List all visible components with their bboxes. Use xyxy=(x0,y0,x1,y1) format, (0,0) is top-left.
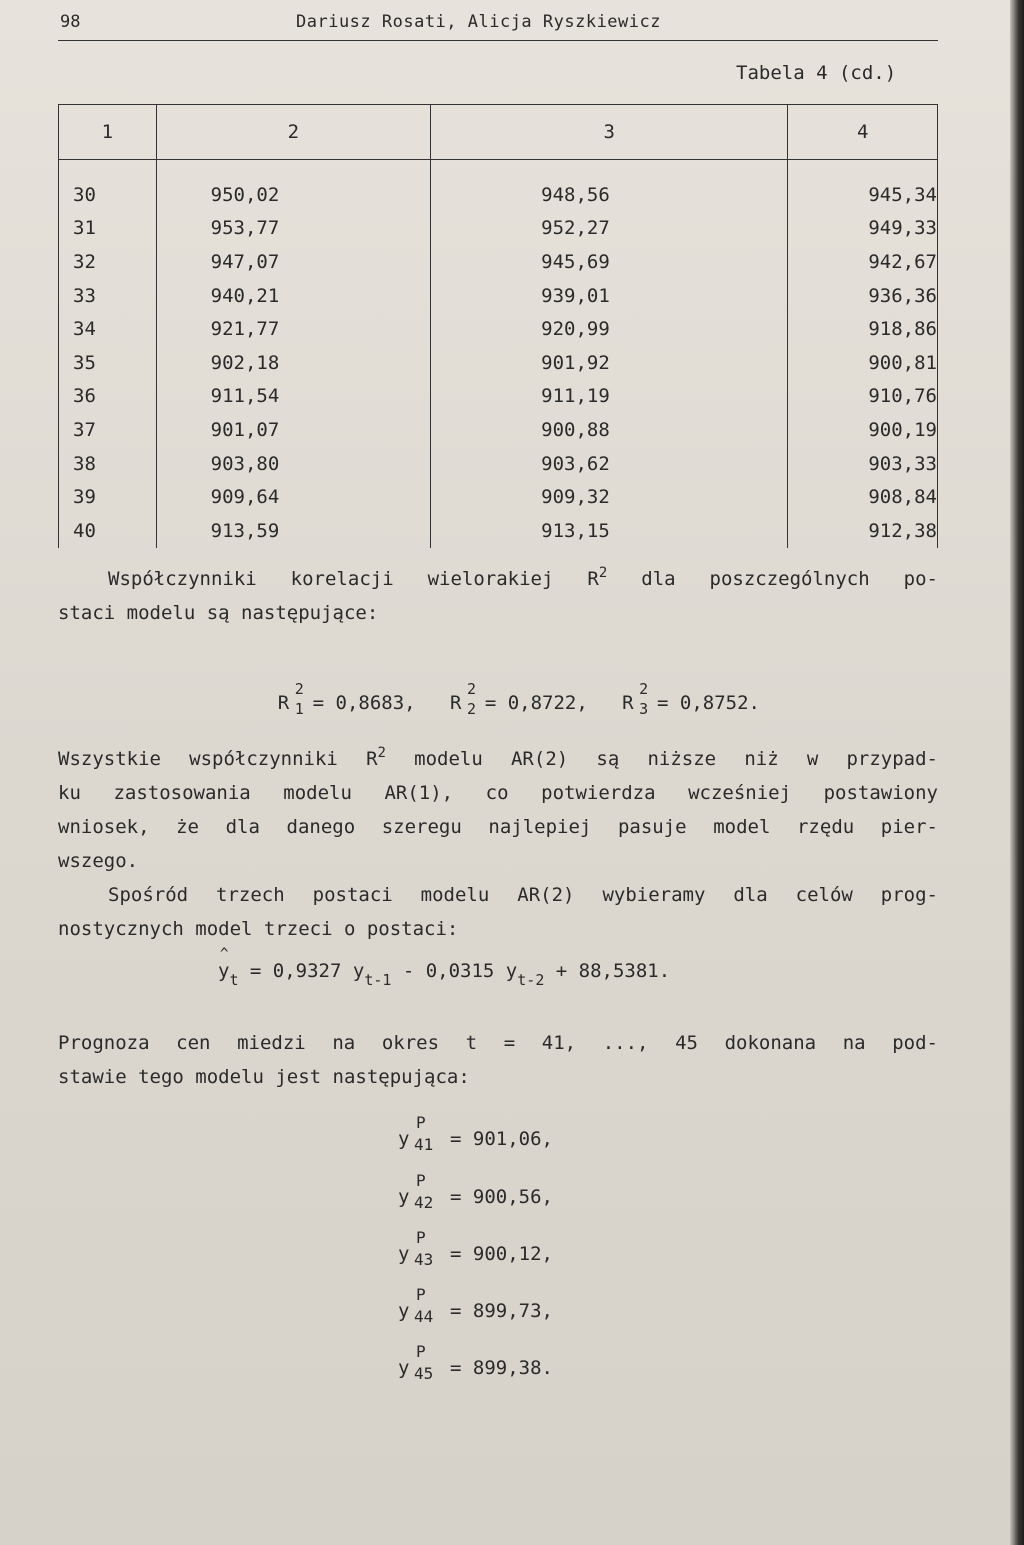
text-line: Współczynniki korelacji wielorakiej $R^2$ dla poszczególnych po- xyxy=(108,565,938,590)
model-equation: ^ $y_t = 0,9327$ $y_{t-1} - 0,0315$ $y_{t-2} + 88,5381$. xyxy=(218,946,671,989)
table-cell: 949,33 xyxy=(788,212,938,246)
table-cell: 948,56 xyxy=(431,160,788,212)
table-cell: 901,92 xyxy=(431,346,788,380)
r2-value: = 0,8722, xyxy=(473,692,588,714)
table-cell: 909,64 xyxy=(156,480,430,514)
text-line: staci modelu są następujące: xyxy=(58,602,379,624)
table-row xyxy=(59,514,938,548)
running-head: Dariusz Rosati, Alicja Ryszkiewicz xyxy=(296,12,661,32)
table-row xyxy=(59,279,938,313)
table-row xyxy=(59,245,938,279)
r1-value: = 0,8683, xyxy=(301,692,416,714)
table-cell: 902,18 xyxy=(156,346,430,380)
r2-symbol: R 2 2 xyxy=(449,680,476,718)
table-cell: 939,01 xyxy=(431,279,788,313)
r3-symbol: R 2 3 xyxy=(622,680,649,718)
forecast-value: = 900,12, xyxy=(450,1243,553,1265)
table-row xyxy=(59,312,938,346)
forecast-value: = 899,38. xyxy=(450,1357,553,1379)
forecast-line xyxy=(398,1228,553,1269)
table-row xyxy=(59,160,938,212)
table-cell: 36 xyxy=(59,380,157,414)
table-row xyxy=(59,346,938,380)
table-header-cell: 2 xyxy=(156,105,430,160)
text-line: Spośród trzech postaci modelu AR(2) wybieramy dla celów prog- xyxy=(108,884,938,906)
paragraph-forecast xyxy=(58,1026,938,1094)
forecast-line xyxy=(398,1342,553,1383)
forecast-line xyxy=(398,1171,553,1212)
text-line: ku zastosowania modelu AR(1), co potwierdza wcześniej postawiony xyxy=(58,782,938,804)
paragraph-model-choice xyxy=(58,878,938,946)
text-line: Wszystkie współczynniki $R^2$ modelu AR(2) są niższe niż w przypad- xyxy=(58,745,938,770)
table-cell: 910,76 xyxy=(788,380,938,414)
data-table xyxy=(58,104,938,548)
paragraph-correlation xyxy=(58,562,938,630)
table-cell: 903,62 xyxy=(431,447,788,481)
text-line: Prognoza cen miedzi na okres t = 41, ..., 45 dokonana na pod- xyxy=(58,1032,938,1054)
table-cell: 945,69 xyxy=(431,245,788,279)
table-cell: 33 xyxy=(59,279,157,313)
table-cell: 936,36 xyxy=(788,279,938,313)
table-cell: 911,54 xyxy=(156,380,430,414)
table-cell: 940,21 xyxy=(156,279,430,313)
table-cell: 913,15 xyxy=(431,514,788,548)
r3-value: = 0,8752. xyxy=(645,692,760,714)
table-cell: 40 xyxy=(59,514,157,548)
table-cell: 942,67 xyxy=(788,245,938,279)
table-cell: 37 xyxy=(59,413,157,447)
table-cell: 900,19 xyxy=(788,413,938,447)
y-hat-symbol: ^ y xyxy=(218,946,230,982)
text-line: wniosek, że dla danego szeregu najlepiej pasuje model rzędu pier- xyxy=(58,816,938,838)
table-header-cell: 1 xyxy=(59,105,157,160)
table-cell: 903,80 xyxy=(156,447,430,481)
table-cell: 901,07 xyxy=(156,413,430,447)
table-cell: 34 xyxy=(59,312,157,346)
forecast-line xyxy=(398,1113,553,1154)
text-line: nostycznych model trzeci o postaci: xyxy=(58,918,459,940)
table-cell: 32 xyxy=(59,245,157,279)
forecast-symbol: y P 45 xyxy=(398,1342,434,1383)
forecast-symbol: y P 41 xyxy=(398,1113,434,1154)
forecast-symbol: y P 44 xyxy=(398,1285,434,1326)
table-cell: 953,77 xyxy=(156,212,430,246)
forecast-symbol: y P 43 xyxy=(398,1228,434,1269)
table-cell: 947,07 xyxy=(156,245,430,279)
table-cell: 912,38 xyxy=(788,514,938,548)
table-cell: 31 xyxy=(59,212,157,246)
table-cell: 39 xyxy=(59,480,157,514)
table-cell: 30 xyxy=(59,160,157,212)
table-caption: Tabela 4 (cd.) xyxy=(736,62,897,84)
table-row xyxy=(59,447,938,481)
table-header-cell: 4 xyxy=(788,105,938,160)
forecast-line xyxy=(398,1285,553,1326)
forecast-symbol: y P 42 xyxy=(398,1171,434,1212)
table-header-cell: 3 xyxy=(431,105,788,160)
table-cell: 38 xyxy=(59,447,157,481)
table-cell: 911,19 xyxy=(431,380,788,414)
table-cell: 908,84 xyxy=(788,480,938,514)
table-row xyxy=(59,212,938,246)
table-cell: 921,77 xyxy=(156,312,430,346)
r1-symbol: R 2 1 xyxy=(277,680,304,718)
table-cell: 909,32 xyxy=(431,480,788,514)
table-row xyxy=(59,480,938,514)
table-cell: 918,86 xyxy=(788,312,938,346)
table-row xyxy=(59,413,938,447)
text-line: stawie tego modelu jest następująca: xyxy=(58,1066,470,1088)
r-squared-values xyxy=(232,670,760,736)
table-cell: 920,99 xyxy=(431,312,788,346)
forecast-value: = 901,06, xyxy=(450,1128,553,1150)
page-header xyxy=(58,10,938,41)
forecast-value: = 899,73, xyxy=(450,1300,553,1322)
paragraph-conclusion xyxy=(58,742,938,878)
table-cell: 900,88 xyxy=(431,413,788,447)
table-cell: 952,27 xyxy=(431,212,788,246)
table-cell: 945,34 xyxy=(788,160,938,212)
table-cell: 35 xyxy=(59,346,157,380)
page-number: 98 xyxy=(60,12,81,32)
table-cell: 903,33 xyxy=(788,447,938,481)
forecast-value: = 900,56, xyxy=(450,1186,553,1208)
table-cell: 900,81 xyxy=(788,346,938,380)
text-line: wszego. xyxy=(58,850,139,872)
page-binding-shadow xyxy=(1010,0,1024,1545)
table-row xyxy=(59,380,938,414)
table-cell: 950,02 xyxy=(156,160,430,212)
table-header-row xyxy=(59,105,938,160)
table-cell: 913,59 xyxy=(156,514,430,548)
